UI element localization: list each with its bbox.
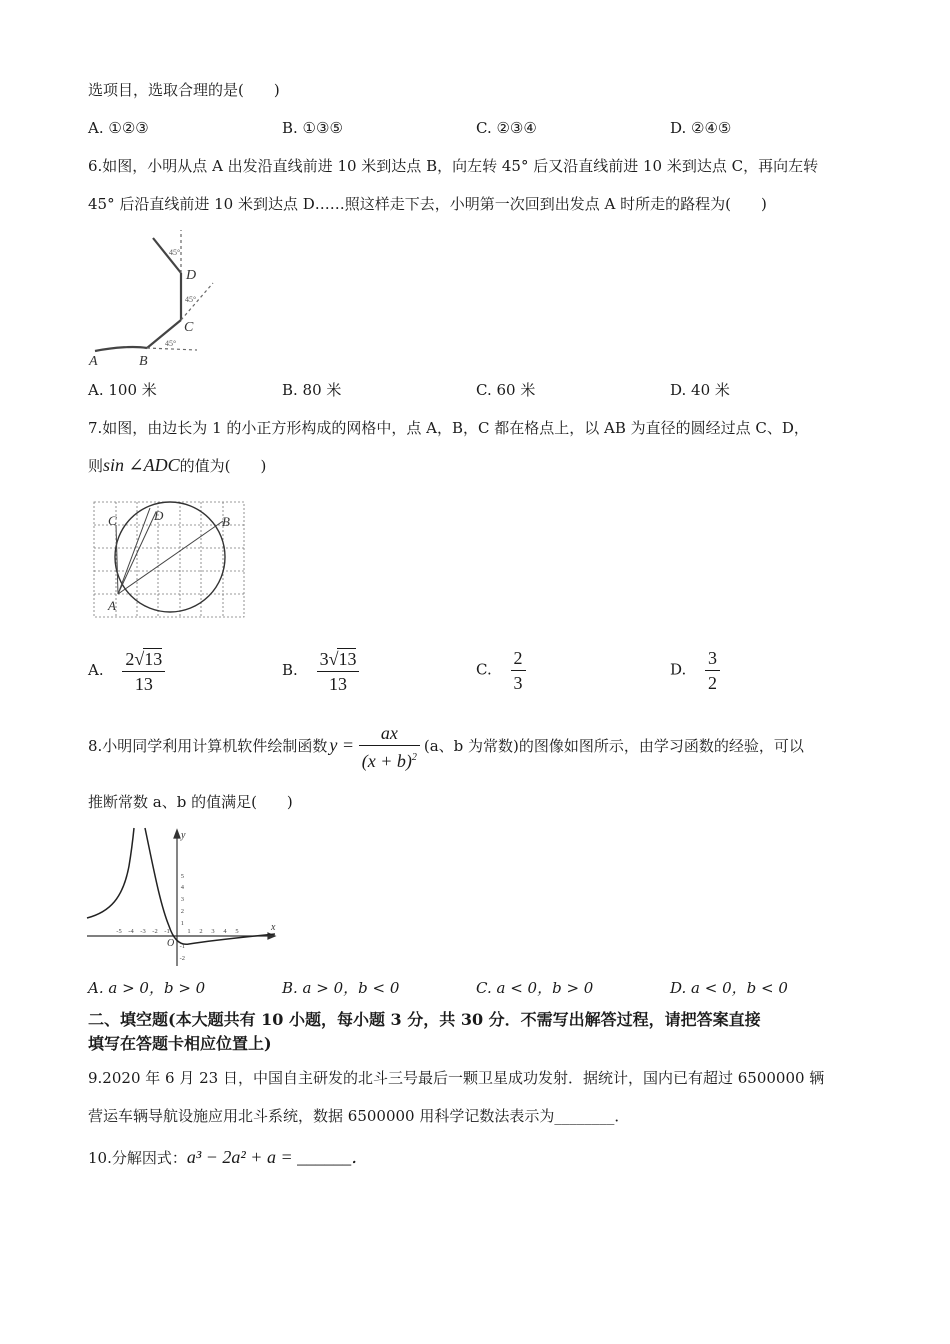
- q7-option-d: [670, 648, 720, 693]
- label-a: A: [108, 598, 116, 613]
- q9-stem-line1: 9.2020 年 6 月 23 日，中国自主研发的北斗三号最后一颗卫星成功发射．据统计，国内已有超过 6500000 辆: [88, 1069, 825, 1087]
- segment-ad-2: [118, 508, 150, 594]
- ytick: -1: [179, 943, 185, 950]
- segment-ab: [95, 347, 147, 351]
- q8-stem-line2: 推断常数 a、b 的值满足( ): [88, 793, 293, 811]
- x-axis-label: x: [271, 922, 276, 933]
- ytick: 5: [180, 873, 184, 880]
- formula-exponent: 2: [411, 752, 417, 763]
- formula-numerator: ax: [359, 723, 420, 746]
- q6-stem-line2: 45° 后沿直线前进 10 米到达点 D……照这样走下去，小明第一次回到出发点 A 时所走的路程为( ): [88, 195, 767, 213]
- radicand: 13: [144, 649, 163, 669]
- xtick: 1: [187, 928, 191, 935]
- formula-y: y =: [329, 735, 354, 755]
- q5-option-b: B. ①③⑤: [282, 119, 343, 137]
- q6-figure-path: [85, 225, 245, 370]
- xtick: 2: [199, 928, 203, 935]
- section-2-heading-line1: 二、填空题(本大题共有 10 小题，每小题 3 分，共 30 分．不需写出解答过程，请把答案直接: [88, 1010, 761, 1029]
- q5-option-d: D. ②④⑤: [670, 119, 732, 137]
- ytick: -2: [179, 955, 185, 962]
- angle-label-c: 45°: [185, 295, 197, 304]
- q7-sin-expression: sin ∠ADC: [103, 455, 180, 475]
- fraction: [511, 648, 526, 693]
- curve-right-branch: [145, 828, 275, 944]
- radical-sign: √: [134, 649, 145, 669]
- q5-tail: 选项目，选取合理的是( ): [88, 81, 280, 99]
- denominator: 2: [708, 673, 718, 693]
- xtick: -3: [140, 928, 146, 935]
- q9-stem-line2: 营运车辆导航设施应用北斗系统，数据 6500000 用科学记数法表示为________．: [88, 1107, 630, 1125]
- xtick: -2: [152, 928, 158, 935]
- q8-function-graph: [85, 826, 280, 968]
- xtick: 5: [235, 928, 239, 935]
- q10-stem: [88, 1147, 369, 1168]
- radical-sign: √: [328, 649, 339, 669]
- q8-option-b: B. a > 0，b < 0: [282, 979, 400, 997]
- option-letter: B.: [282, 661, 298, 679]
- label-d: D: [154, 508, 164, 523]
- q10-stem-pre: 10.分解因式：: [88, 1149, 187, 1167]
- label-a: A: [89, 354, 98, 369]
- denominator: 3: [513, 673, 523, 693]
- option-letter: D.: [670, 660, 687, 679]
- extension-b: [147, 348, 197, 350]
- q6-option-a: A. 100 米: [88, 381, 157, 399]
- ytick: 1: [180, 920, 184, 927]
- formula-denominator: (x + b): [361, 751, 412, 771]
- q7-stem-line1: 7.如图，由边长为 1 的小正方形构成的网格中，点 A，B，C 都在格点上，以 AB 为直径的圆经过点 C、D，: [88, 419, 809, 437]
- option-letter: C.: [476, 660, 492, 679]
- origin-label: O: [167, 938, 175, 949]
- q8-stem-pre: 8.小明同学利用计算机软件绘制函数: [88, 737, 328, 755]
- numerator: 3: [705, 648, 720, 671]
- q7-stem-line2: [88, 455, 266, 476]
- y-axis-arrow: [174, 830, 180, 838]
- q7-stem-post: 的值为( ): [179, 457, 267, 475]
- q7-option-b: [282, 648, 359, 694]
- ytick: 2: [180, 908, 184, 915]
- fraction: [705, 648, 720, 693]
- xtick: 4: [223, 928, 227, 935]
- formula-fraction: [359, 723, 420, 771]
- q8-option-a: A. a > 0，b > 0: [88, 979, 206, 997]
- xtick: 3: [211, 928, 215, 935]
- xtick: -5: [116, 928, 122, 935]
- coefficient: 3: [319, 649, 329, 669]
- q6-stem-line1: 6.如图，小明从点 A 出发沿直线前进 10 米到达点 B，向左转 45° 后又沿直线前进 10 米到达点 C，再向左转: [88, 157, 819, 175]
- ytick: 4: [180, 884, 184, 891]
- angle-label-b: 45°: [165, 339, 177, 348]
- q5-option-c: C. ②③④: [476, 119, 537, 137]
- label-c: C: [184, 320, 194, 335]
- q7-figure-grid: [88, 498, 250, 622]
- xtick: -4: [128, 928, 134, 935]
- angle-label-d: 45°: [169, 248, 181, 257]
- q6-option-c: C. 60 米: [476, 381, 536, 399]
- fraction: [317, 648, 360, 694]
- segment-ab: [118, 521, 223, 594]
- q6-option-d: D. 40 米: [670, 381, 730, 399]
- fraction: [122, 648, 165, 694]
- q8-stem-line1: [88, 722, 804, 771]
- q7-stem-pre: 则: [88, 457, 104, 475]
- q7-option-a: [88, 648, 165, 694]
- q8-option-c: C. a < 0，b > 0: [476, 979, 594, 997]
- option-letter: A.: [88, 661, 104, 679]
- ytick: 3: [180, 896, 184, 903]
- xtick: -1: [164, 928, 170, 935]
- q7-option-c: [476, 648, 526, 693]
- label-b: B: [222, 514, 230, 529]
- numerator: 2: [511, 648, 526, 671]
- label-c: C: [108, 513, 117, 528]
- curve-left-branch: [87, 828, 134, 918]
- radicand: 13: [338, 649, 357, 669]
- q5-option-a: A. ①②③: [88, 119, 149, 137]
- segment-ad: [118, 512, 156, 594]
- denominator: 13: [329, 674, 348, 694]
- q10-expression: a³ − 2a² + a = ______．: [186, 1147, 370, 1167]
- q8-stem-post: (a、b 为常数)的图像如图所示，由学习函数的经验，可以: [423, 737, 804, 755]
- label-b: B: [139, 354, 148, 369]
- label-d: D: [186, 268, 197, 283]
- section-2-heading-line2: 填写在答题卡相应位置上): [88, 1034, 272, 1053]
- q6-option-b: B. 80 米: [282, 381, 342, 399]
- y-axis-label: y: [181, 830, 186, 841]
- denominator: 13: [134, 674, 153, 694]
- q8-option-d: D. a < 0，b < 0: [670, 979, 788, 997]
- coefficient: 2: [125, 649, 135, 669]
